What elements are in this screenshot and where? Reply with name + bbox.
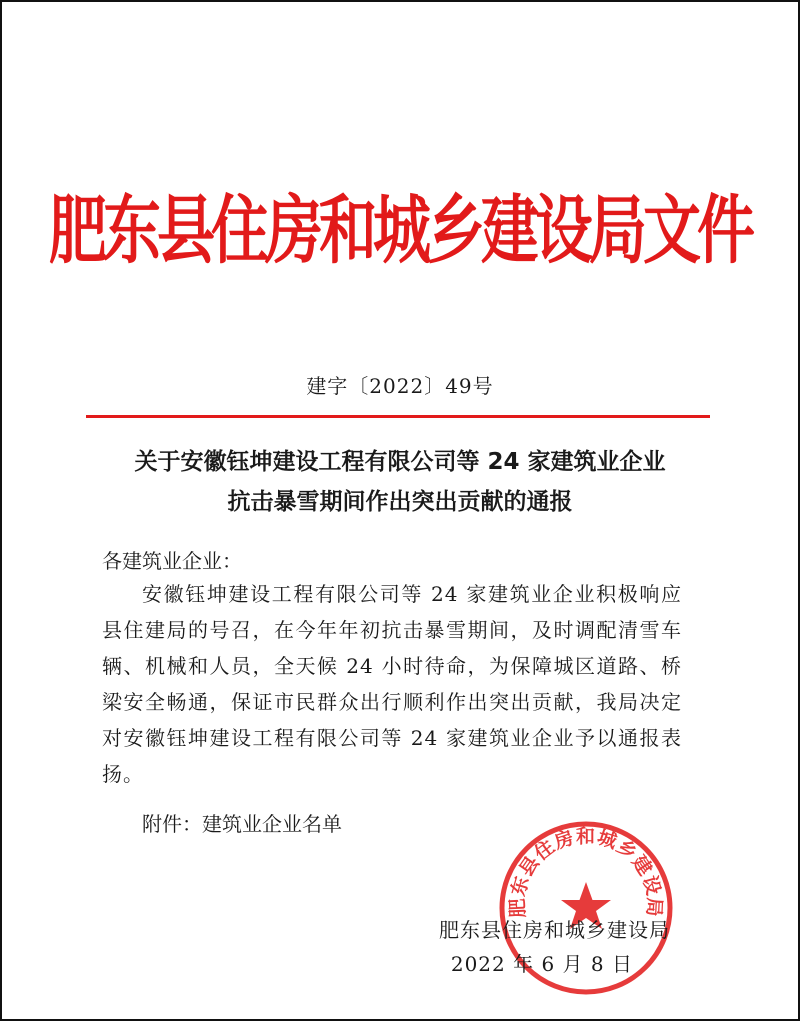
signing-authority: 肥东县住房和城乡建设局 (439, 918, 670, 942)
document-number: 建字〔2022〕49号 (306, 374, 494, 398)
attachment-note: 附件：建筑业企业名单 (142, 812, 342, 836)
notice-title (2, 442, 798, 522)
seal-text: 肥东县住房和城乡建设局 (506, 825, 666, 919)
issue-date: 2022 年 6 月 8 日 (450, 952, 633, 976)
issuer-header: 肥东县住房和城乡建设局文件 (48, 186, 751, 274)
red-divider-line (86, 415, 710, 418)
notice-title-line-1: 关于安徽钰坤建设工程有限公司等 24 家建筑业企业 (134, 449, 666, 475)
notice-title-line-2: 抗击暴雪期间作出突出贡献的通报 (227, 489, 573, 515)
body-paragraph: 安徽钰坤建设工程有限公司等 24 家建筑业企业积极响应县住建局的号召，在今年年初抗击暴雪期间，及时调配清雪车辆、机械和人员，全天候 24 小时待命，为保障城区道路、桥梁安全畅通，保证市民群众出行顺利作出突出贡献，我局决定对安徽钰坤建设工程有限公司等 24 家建筑业企业予以通报表扬。 (102, 582, 682, 786)
salutation: 各建筑业企业： (102, 549, 242, 573)
